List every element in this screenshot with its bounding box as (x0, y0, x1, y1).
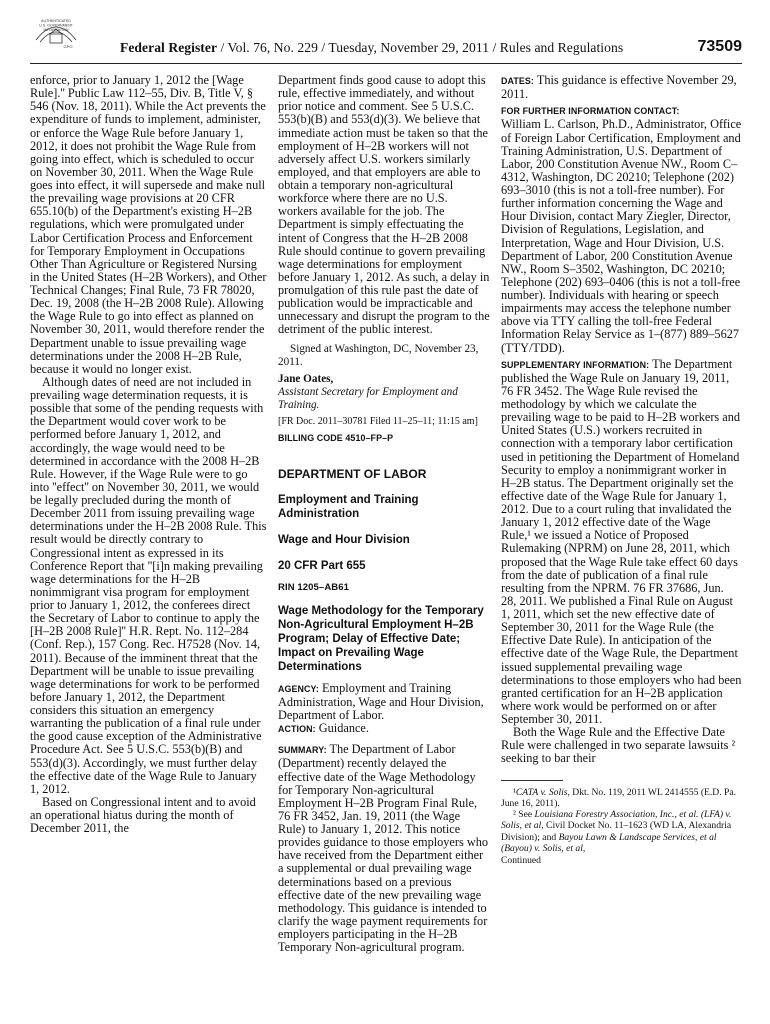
column-3 (501, 74, 742, 867)
agency-label: AGENCY: (278, 683, 319, 694)
action-text: Guidance. (318, 721, 369, 736)
dates-label: DATES: (501, 76, 534, 86)
billing-code: BILLING CODE 4510–FP–P (278, 432, 394, 443)
svg-text:INFORMATION: INFORMATION (43, 28, 69, 32)
agency-section (278, 682, 490, 722)
dates-section (501, 74, 742, 101)
cfr-part: 20 CFR Part 655 (278, 559, 366, 572)
svg-text:AUTHENTICATED: AUTHENTICATED (41, 19, 71, 23)
footnote-2-case-2: Bayou Lawn & Landscape Services, et al (Bayou) v. Solis, et al, (501, 831, 717, 854)
footnote-1-case: CATA v. Solis, (515, 786, 570, 798)
column-1 (30, 74, 267, 835)
signed-line: Signed at Washington, DC, November 23, 2011. (278, 342, 479, 368)
summary-section (278, 743, 490, 954)
department-heading: DEPARTMENT OF LABOR (278, 466, 427, 481)
svg-text:U.S. GOVERNMENT: U.S. GOVERNMENT (39, 23, 73, 28)
division-heading: Wage and Hour Division (278, 533, 410, 546)
continued-marker: Continued (501, 855, 541, 867)
fr-doc-line: [FR Doc. 2011–30781 Filed 11–25–11; 11:15 am] (278, 415, 478, 427)
signer-title: Assistant Secretary for Employment and Training. (278, 385, 458, 411)
contact-label-text: FOR FURTHER INFORMATION CONTACT: (501, 106, 680, 117)
summary-label: SUMMARY: (278, 745, 327, 756)
contact-label (501, 104, 742, 118)
supplementary-label: SUPPLEMENTARY INFORMATION: (501, 359, 650, 370)
footnote-2 (501, 809, 742, 854)
footnote-2-marker: ² (513, 809, 516, 821)
footnote-1-marker: ¹ (513, 786, 516, 798)
page-number: 73509 (697, 38, 742, 55)
footnote-2-see: See (515, 809, 535, 821)
svg-text:GPO: GPO (63, 44, 73, 49)
publication-name: Federal Register (120, 40, 218, 55)
running-header (30, 19, 742, 60)
supplementary-section (501, 358, 742, 727)
col3-paragraph-2: Both the Wage Rule and the Effective Date Rule were challenged in two separate lawsuits ² seeking to bar their (501, 725, 736, 766)
agency-text: Employment and Training Administration, Wage and Hour Division, Department of Labor. (278, 680, 484, 722)
footnote-rule (501, 780, 563, 781)
running-head-text (120, 40, 623, 56)
footnote-1 (501, 787, 742, 810)
col1-paragraph-3: Based on Congressional intent and to avoid an operational hiatus during the month of December 2011, the (30, 794, 256, 836)
footnote-2-case-1: Louisiana Forestry Association, Inc., et al. (LFA) v. Solis, et al, (501, 809, 732, 832)
dates-text: This guidance is effective November 29, 2011. (501, 73, 737, 102)
contact-text: William L. Carlson, Ph.D., Administrator, Office of Foreign Labor Certification, Employment and Training Administration, U.S. Department of Labor, 200 Constitution Avenue NW., Room C–4312, Washington, DC 20210; Telephone (202) 693–3010 (this is not a toll-free number). For further information concerning the Wage and Hour Division, contact Mary Ziegler, Director, Division of Regulations, Legislation, and Interpretation, Wage and Hour Division, U.S. Department of Labor, 200 Constitution Avenue NW., Room S–3502, Washington, DC 20210; Telephone (202) 693–0406 (this is not a toll-free number). Individuals with hearing or speech impairments may access the telephone number above via TTY calling the toll-free Federal Information Relay Service as 1–(877) 889–5627 (TTY/TDD). (501, 117, 742, 355)
rin-number: RIN 1205–AB61 (278, 581, 350, 593)
action-label: ACTION: (278, 724, 316, 735)
rule-title: Wage Methodology for the Temporary Non-Agricultural Employment H–2B Program; Delay of Effective Date; Impact on Prevailing Wage Determinations (278, 604, 484, 673)
administration-heading: Employment and Training Administration (278, 493, 419, 520)
column-2 (278, 74, 490, 954)
summary-text: The Department of Labor (Department) recently delayed the effective date of the Wage Methodology for Temporary Non-agricultural Employment H–2B Program Final Rule, 76 FR 3452, Jan. 19, 2011 (the Wage Rule) to January 1, 2012. This notice provides guidance to those employers who have received from the Department either a supplemental or dual prevailing wage determinations based on a previous effective date of the new prevailing wage methodology. This guidance is intended to clarify the wage payment requirements for employers participating in the H–2B Temporary Non-agricultural program. (278, 742, 489, 955)
signer-name: Jane Oates, (278, 372, 334, 385)
action-section (278, 722, 490, 736)
col1-paragraph-1: enforce, prior to January 1, 2012 the [Wage Rule].'' Public Law 112–55, Div. B, Title V, § 546 (Nov. 18, 2011). While the Act prevents the expenditure of funds to implement, administer, or enforce the Wage Rule before January 1, 2012, it does not prohibit the Wage Rule from going into effect, which is scheduled to occur on November 30, 2011. When the Wage Rule goes into effect, it will supersede and make null the prevailing wage provisions at 20 CFR 655.10(b) of the Department's existing H–2B regulations, which were promulgated under Labor Certification Process and Enforcement for Temporary Employment in Occupations Other Than Agriculture or Registered Nursing in the United States (H–2B Workers), and Other Technical Changes; Final Rule, 73 FR 78020, Dec. 19, 2008 (the H–2B 2008 Rule). Allowing the Wage Rule to go into effect as planned on November 30, 2011, would therefore render the Department unable to issue prevailing wage determinations under the 2008 H–2B Rule, because it would no longer exist. (30, 73, 267, 376)
col2-paragraph-1: Department finds good cause to adopt this rule, effective immediately, and without prior notice and comment. See 5 U.S.C. 553(b)(B) and 553(d)(3). We believe that immediate action must be taken so that the employment of H–2B workers will not adversely affect U.S. workers similarly employed, and that employers are able to obtain a temporary non-agricultural workforce where there are no U.S. workers available for the job. The Department is simply effectuating the intent of Congress that the H–2B 2008 Rule should continue to govern prevailing wage determinations for employment before January 1, 2012. As such, a delay in promulgation of this rule past the date of publication would be impracticable and unnecessary and disrupt the program to the detriment of the public interest. (278, 73, 490, 337)
footnote-1-text: Dkt. No. 119, 2011 WL 2414555 (E.D. Pa. June 16, 2011). (501, 786, 737, 809)
supplementary-text: The Department published the Wage Rule on January 19, 2011, 76 FR 3452. The Wage Rule revised the methodology by which we calculate the prevailing wage to be paid to H–2B workers and United States (U.S.) workers recruited in connection with a temporary labor certification used in petitioning the Department of Homeland Security to employ a nonimmigrant worker in H–2B status. The Department originally set the effective date of the Wage Rule for January 1, 2012. Due to a court ruling that invalidated the January 1, 2012 effective date of the Wage Rule,¹ we issued a Notice of Proposed Rulemaking (NPRM) on June 28, 2011, which proposed that the Wage Rule take effect 60 days from the date of publication of a final rule resulting from the NPRM. 76 FR 37686, Jun. 28, 2011. We published a Final Rule on August 1, 2011, which set the new effective date of September 30, 2011 for the Wage Rule (the Effective Date Rule). In anticipation of the effective date of the Wage Rule, the Department issued supplemental prevailing wage determinations to those employers who had been granted certification for an H–2B application where work would be performed on or after September 30, 2011. (501, 356, 742, 726)
header-rule (30, 63, 742, 64)
col1-paragraph-2: Although dates of need are not included in prevailing wage determination requests, it is possible that some of the pending requests with the Department would cover work to be performed before January 1, 2012, and accordingly, the wage would need to be determined in accordance with the 2008 H–2B Rule. However, if the Wage Rule were to go into ''effect'' on November 30, 2011, we would be legally precluded during the month of December 2011 from issuing prevailing wage determinations under the H–2B 2008 Rule. This result would be directly contrary to Congressional intent as expressed in its Conference Report that ''[i]n making prevailing wage determinations for the H–2B nonimmigrant visa program for employment prior to January 1, 2012, the conferees direct the Secretary of Labor to continue to apply the [H–2B 2008 Rule]'' H.R. Rept. No. 112–284 (Conf. Rep.), 157 Cong. Rec. H7528 (Nov. 14, 2011). Because of the imminent threat that the Department will be unable to issue prevailing wage determinations for work to be performed before January 1, 2012, the Department considers this situation an emergency warranting the publication of a final rule under the good cause exception of the Administrative Procedure Act. See 5 U.S.C. 553(b)(B) and 553(d)(3). Accordingly, we must further delay the effective date of the Wage Rule to January 1, 2012. (30, 374, 267, 796)
issue-info: / Vol. 76, No. 229 / Tuesday, November 29, 2011 / Rules and Regulations (217, 40, 624, 55)
footnote-2-text: Civil Docket No. 11–1623 (WD LA, Alexandria Division); and (501, 820, 732, 843)
authentication-seal-icon (30, 10, 82, 50)
